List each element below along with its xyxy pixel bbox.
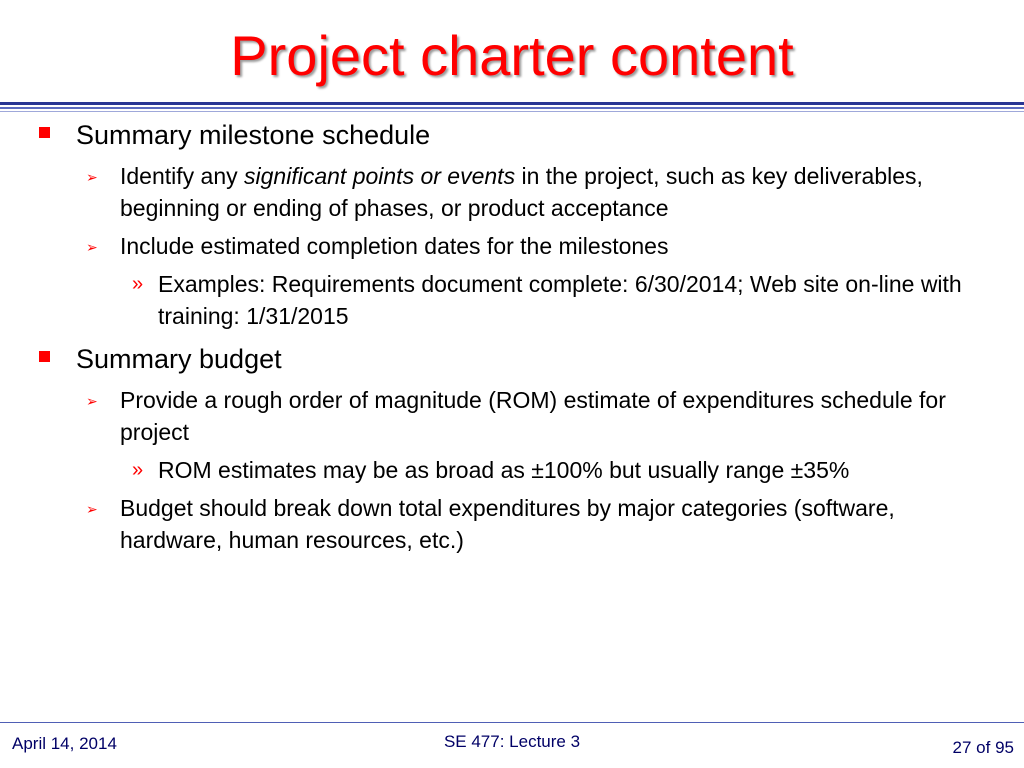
bullet-text: Examples: Requirements document complete: 6/30/2014; Web site on-line with training: 1/31/2015: [158, 271, 962, 329]
arrow-bullet-icon: ➢: [86, 393, 98, 409]
bullet-text: Summary milestone schedule: [76, 120, 431, 150]
bullet-level1: [0, 118, 1024, 152]
bullet-text: in the project, such as key deliverables, beginning or ending of phases, or product acceptance: [120, 163, 923, 221]
emphasis-text: significant points or events: [244, 163, 516, 189]
double-chevron-bullet-icon: »: [132, 273, 144, 295]
title-divider-line: [0, 111, 1024, 112]
bullet-text: Summary budget: [76, 344, 282, 374]
footer-course: SE 477: Lecture 3: [443, 732, 581, 751]
footer-date: April 14, 2014: [12, 734, 117, 753]
slide-title: Project charter content: [230, 24, 794, 87]
arrow-bullet-icon: ➢: [86, 169, 98, 185]
bullet-text: Include estimated completion dates for the milestones: [120, 233, 669, 259]
bullet-level3: [0, 454, 1024, 486]
arrow-bullet-icon: ➢: [86, 501, 98, 517]
bullet-level2: [0, 160, 1024, 224]
double-chevron-bullet-icon: »: [132, 459, 144, 481]
title-divider-line: [0, 102, 1024, 105]
bullet-text: ROM estimates may be as broad as ±100% but usually range ±35%: [158, 457, 850, 483]
arrow-bullet-icon: ➢: [86, 239, 98, 255]
bullet-level2: [0, 230, 1024, 262]
bullet-text: Budget should break down total expenditures by major categories (software, hardware, human resources, etc.): [120, 495, 895, 553]
bullet-text: Provide a rough order of magnitude (ROM) estimate of expenditures schedule for project: [120, 387, 946, 445]
bullet-level3: [0, 268, 1024, 332]
bullet-level2: [0, 492, 1024, 556]
square-bullet-icon: [39, 351, 50, 362]
bullet-level2: [0, 384, 1024, 448]
bullet-level1: [0, 342, 1024, 376]
bullet-text: Identify any: [120, 163, 245, 189]
slide-body: [0, 118, 1024, 562]
footer-divider: [0, 722, 1024, 723]
title-divider-line: [0, 107, 1024, 109]
square-bullet-icon: [39, 127, 50, 138]
footer-page-number: 27 of 95: [952, 738, 1014, 757]
